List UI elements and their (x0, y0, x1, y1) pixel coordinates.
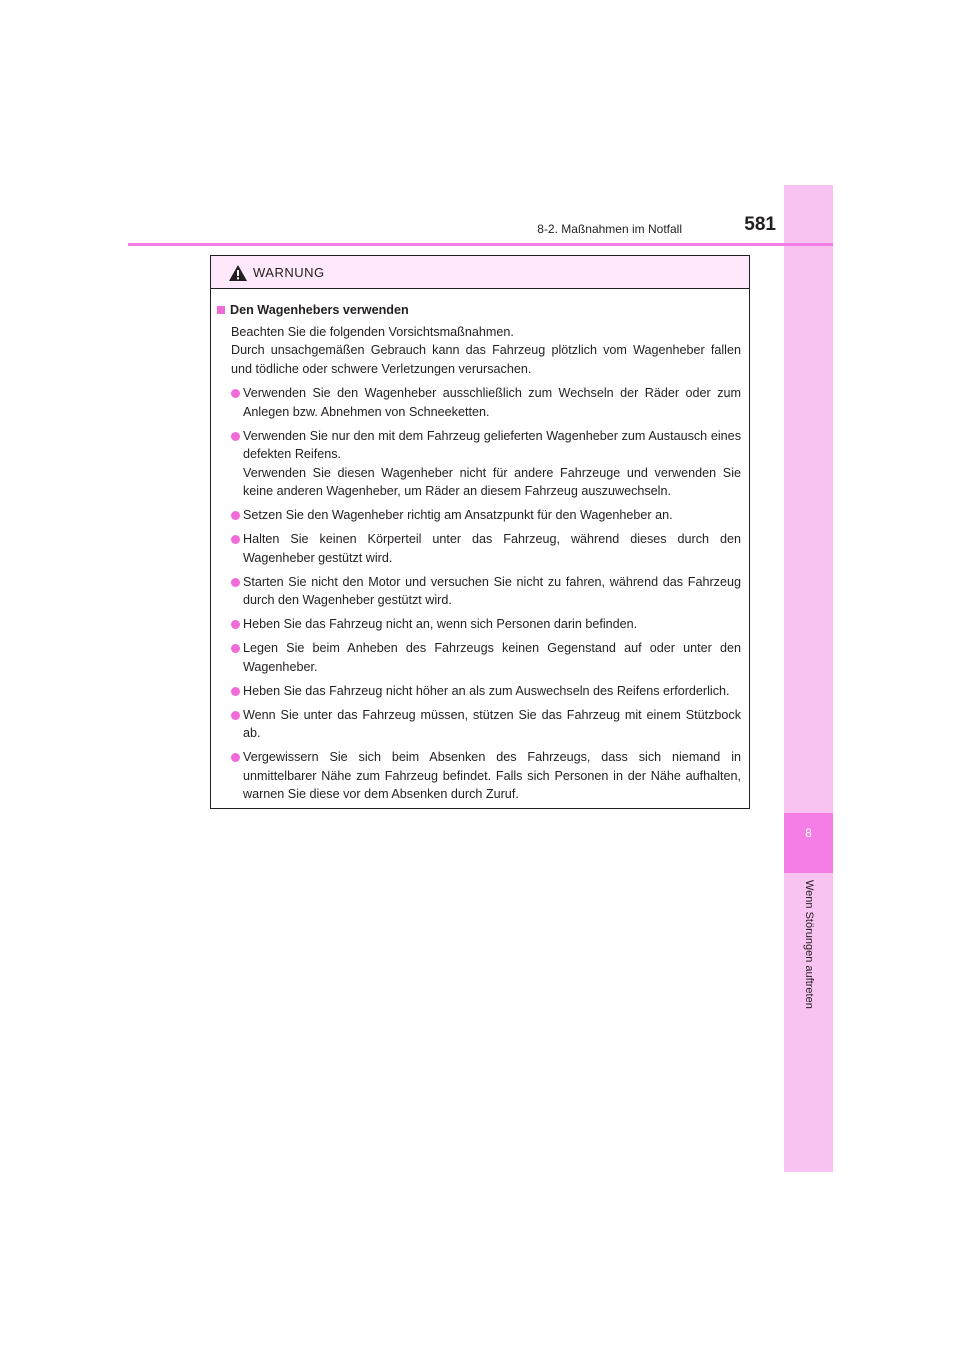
list-item-text: Verwenden Sie nur den mit dem Fahrzeug gelieferten Wagenheber zum Austausch eines defekten Reifens. (243, 428, 741, 461)
bullet-dot-icon (231, 711, 240, 720)
bullet-dot-icon (231, 535, 240, 544)
list-item-text: Verwenden Sie den Wagenheber ausschließlich zum Wechseln der Räder oder zum Anlegen bzw. Abnehmen von Schneeketten. (243, 386, 741, 419)
list-item (217, 748, 741, 804)
chapter-side-tab (784, 185, 833, 1172)
warning-header (211, 256, 749, 289)
warning-box (210, 255, 750, 809)
bullet-dot-icon (231, 687, 240, 696)
header-rule (128, 243, 833, 246)
list-item (217, 384, 741, 421)
chapter-title: Wenn Störungen auftreten (803, 880, 815, 1009)
warning-body (211, 289, 749, 804)
chapter-side-tab-active (784, 813, 833, 873)
list-item-text: Heben Sie das Fahrzeug nicht an, wenn sich Personen darin befinden. (243, 617, 638, 631)
bullet-dot-icon (231, 644, 240, 653)
list-item (217, 682, 741, 701)
square-bullet-icon (217, 306, 225, 314)
list-item (217, 573, 741, 610)
warning-subheading (217, 301, 741, 320)
list-item-text: Verwenden Sie diesen Wagenheber nicht für andere Fahrzeuge und verwenden Sie keine anderen Wagenheber, um Räder an diesem Fahrzeug auszuwechseln. (243, 465, 741, 498)
list-item-text: Setzen Sie den Wagenheber richtig am Ansatzpunkt für den Wagenheber an. (243, 508, 673, 522)
bullet-dot-icon (231, 578, 240, 587)
list-item-text: Heben Sie das Fahrzeug nicht höher an als zum Auswechseln des Reifens erforderlich. (243, 683, 730, 698)
list-item (217, 506, 741, 525)
bullet-dot-icon (231, 432, 240, 441)
bullet-dot-icon (231, 753, 240, 762)
warning-intro (217, 323, 741, 379)
section-title: 8-2. Maßnahmen im Notfall (537, 222, 682, 236)
warning-triangle-icon (228, 264, 248, 282)
list-item (217, 706, 741, 743)
bullet-dot-icon (231, 389, 240, 398)
list-item-text: Vergewissern Sie sich beim Absenken des Fahrzeugs, dass sich niemand in unmittelbarer Nähe zum Fahrzeug befindet. Falls sich Personen in der Nähe aufhalten, warnen Sie diese vor dem Absenken durch Zuruf. (243, 750, 741, 801)
list-item-text: Starten Sie nicht den Motor und versuchen Sie nicht zu fahren, während das Fahrzeug durch den Wagenheber gestützt wird. (243, 574, 741, 607)
intro-paragraph: Durch unsachgemäßen Gebrauch kann das Fahrzeug plötzlich vom Wagenheber fallen und tödliche oder schwere Verletzungen verursachen. (231, 343, 741, 376)
intro-paragraph: Beachten Sie die folgenden Vorsichtsmaßnahmen. (231, 324, 514, 339)
list-item (217, 639, 741, 676)
bullet-dot-icon (231, 620, 240, 629)
warning-label: WARNUNG (253, 265, 325, 280)
list-item (217, 530, 741, 567)
warning-subheading-text: Den Wagenhebers verwenden (230, 303, 409, 317)
bullet-dot-icon (231, 511, 240, 520)
list-item (217, 615, 741, 634)
list-item-text: Wenn Sie unter das Fahrzeug müssen, stützen Sie das Fahrzeug mit einem Stützbock ab. (243, 707, 741, 740)
list-item-text: Halten Sie keinen Körperteil unter das Fahrzeug, während dieses durch den Wagenheber gestützt wird. (243, 532, 741, 565)
list-item (217, 427, 741, 501)
chapter-number: 8 (805, 826, 812, 840)
page-number: 581 (744, 214, 776, 235)
precaution-list (217, 384, 741, 804)
list-item-text: Legen Sie beim Anheben des Fahrzeugs keinen Gegenstand auf oder unter den Wagenheber. (243, 641, 741, 674)
